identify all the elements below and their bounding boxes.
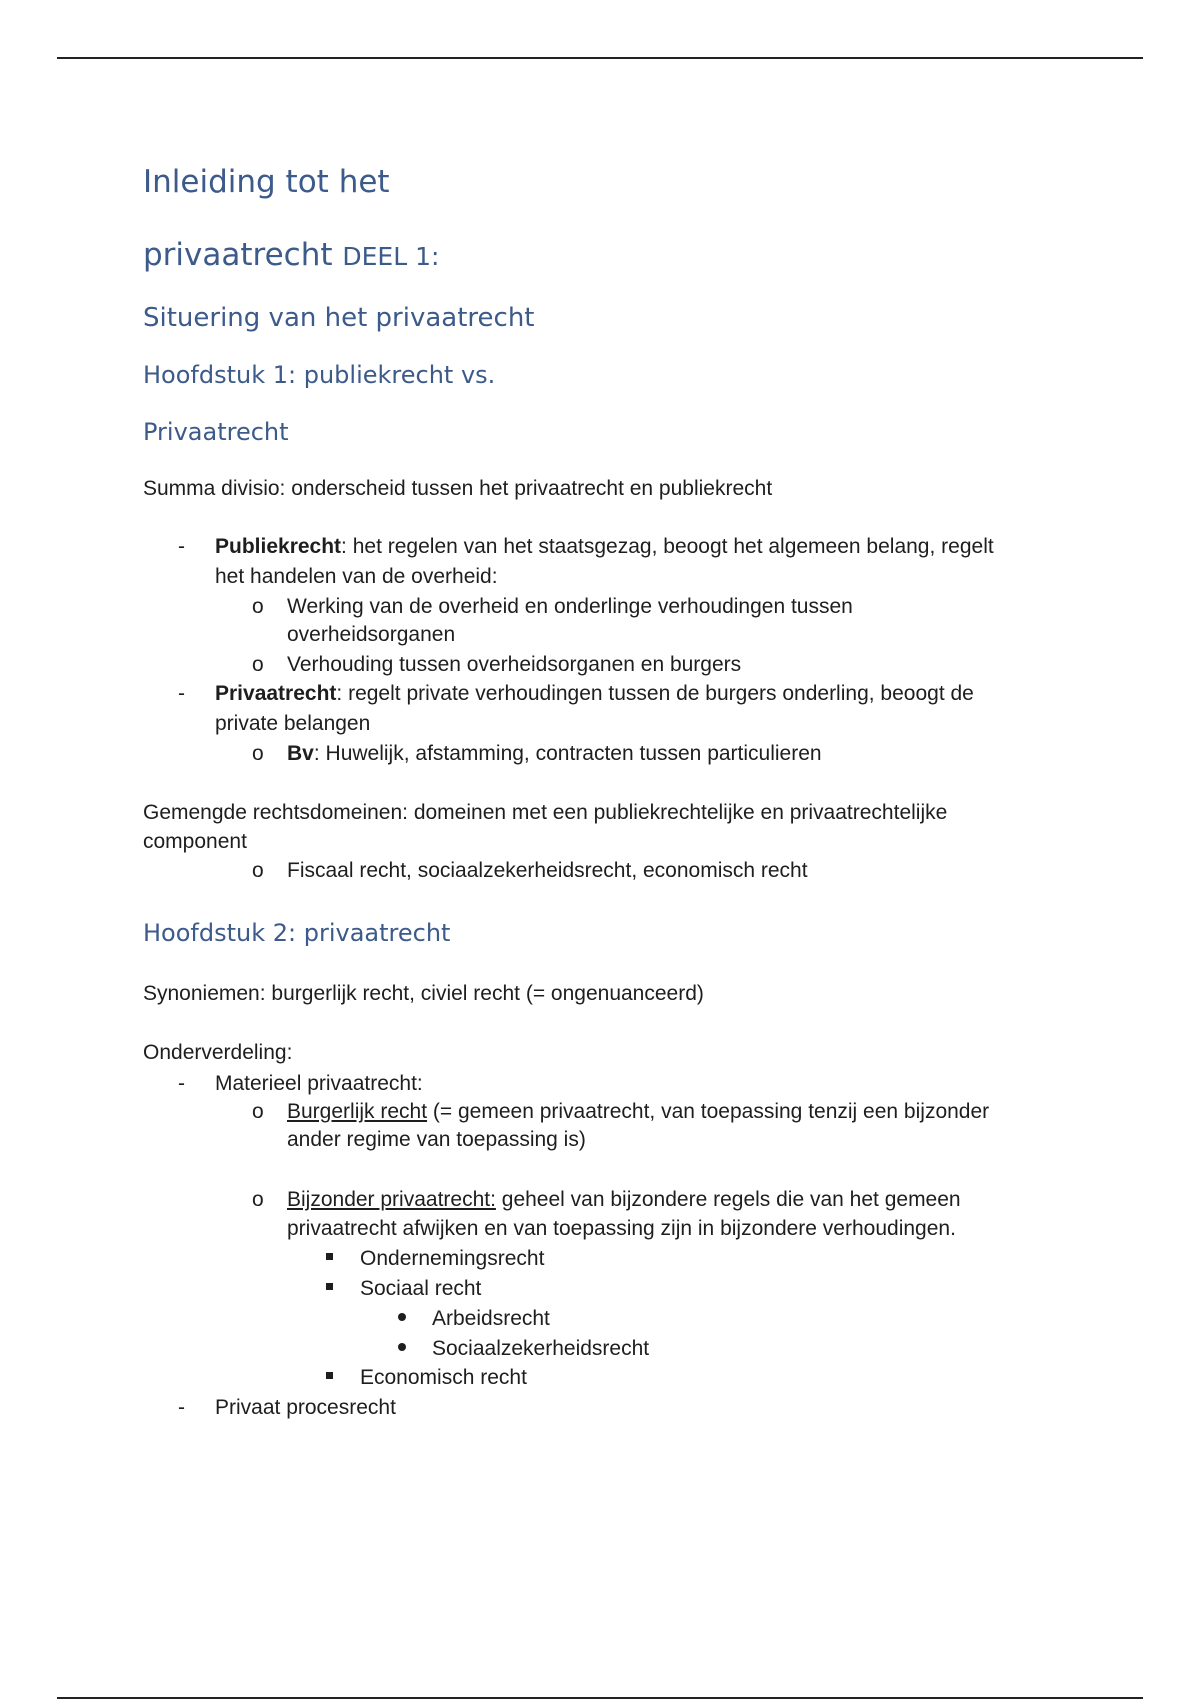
gemengde-line-2: component	[143, 830, 247, 853]
gemengde-line-1: Gemengde rechtsdomeinen: domeinen met een publiekrechtelijke en privaatrechtelijke	[143, 801, 948, 824]
privaatrecht-desc-1: : regelt private verhoudingen tussen de burgers onderling, beoogt de	[336, 682, 974, 705]
dash-marker: -	[178, 682, 185, 705]
privaatrecht-term: Privaatrecht	[215, 682, 337, 705]
privaatrecht-bv	[287, 741, 822, 767]
burgerlijk-desc-1: (= gemeen privaatrecht, van toepassing tenzij een bijzonder	[427, 1100, 990, 1123]
burgerlijk-line-2: ander regime van toepassing is)	[287, 1128, 586, 1151]
privaatrecht-line-1	[215, 681, 974, 707]
summa-divisio: Summa divisio: onderscheid tussen het privaatrecht en publiekrecht	[143, 477, 773, 500]
chapter-1-heading-line-1: Hoofdstuk 1: publiekrecht vs.	[143, 361, 496, 389]
burgerlijk-line-1	[287, 1099, 989, 1125]
square-bullet-icon	[326, 1283, 333, 1290]
gemengde-sub: Fiscaal recht, sociaalzekerheidsrecht, economisch recht	[287, 859, 808, 882]
subtitle: Situering van het privaatrecht	[143, 303, 535, 333]
dash-marker: -	[178, 1396, 185, 1419]
dash-marker: -	[178, 535, 185, 558]
bijzonder-line-2: privaatrecht afwijken en van toepassing zijn in bijzondere verhoudingen.	[287, 1217, 956, 1240]
privaatrecht-line-2: private belangen	[215, 712, 371, 735]
circle-marker: o	[252, 859, 264, 882]
title-line-2	[143, 237, 439, 273]
round-bullet-icon	[398, 1343, 406, 1351]
bv-term: Bv	[287, 742, 314, 765]
publiekrecht-line-2: het handelen van de overheid:	[215, 565, 498, 588]
bijzonder-line-1	[287, 1187, 961, 1213]
footer-rule	[57, 1697, 1143, 1699]
privaat-procesrecht: Privaat procesrecht	[215, 1396, 396, 1419]
title-line-1	[143, 164, 390, 200]
square-bullet-icon	[326, 1372, 333, 1379]
circle-marker: o	[252, 1188, 264, 1211]
title-line-2-main: privaatrecht	[143, 237, 333, 273]
sociaalzekerheidsrecht: Sociaalzekerheidsrecht	[432, 1337, 650, 1360]
round-bullet-icon	[398, 1313, 406, 1321]
publiekrecht-sub-1-line-2: overheidsorganen	[287, 623, 456, 646]
publiekrecht-term: Publiekrecht	[215, 535, 342, 558]
header-rule	[57, 57, 1143, 59]
bijzonder-privaatrecht-term: Bijzonder privaatrecht:	[287, 1188, 496, 1211]
chapter-1-heading-line-2: Privaatrecht	[143, 418, 289, 446]
circle-marker: o	[252, 742, 264, 765]
publiekrecht-sub-1-line-1: Werking van de overheid en onderlinge verhoudingen tussen	[287, 595, 853, 618]
burgerlijk-recht-term: Burgerlijk recht	[287, 1100, 428, 1123]
circle-marker: o	[252, 595, 264, 618]
onderverdeling: Onderverdeling:	[143, 1041, 293, 1064]
economisch-recht: Economisch recht	[360, 1366, 527, 1389]
materieel-privaatrecht: Materieel privaatrecht:	[215, 1072, 423, 1095]
arbeidsrecht: Arbeidsrecht	[432, 1307, 550, 1330]
chapter-2-heading: Hoofdstuk 2: privaatrecht	[143, 919, 451, 947]
title-line-1-text: Inleiding tot het	[143, 164, 390, 200]
publiekrecht-line-1	[215, 534, 994, 560]
square-bullet-icon	[326, 1253, 333, 1260]
publiekrecht-desc-1: : het regelen van het staatsgezag, beoogt het algemeen belang, regelt	[341, 535, 994, 558]
synoniemen: Synoniemen: burgerlijk recht, civiel recht (= ongenuanceerd)	[143, 982, 704, 1005]
sociaal-recht: Sociaal recht	[360, 1277, 482, 1300]
circle-marker: o	[252, 653, 264, 676]
bijzonder-desc-1: geheel van bijzondere regels die van het gemeen	[495, 1188, 961, 1211]
circle-marker: o	[252, 1100, 264, 1123]
ondernemingsrecht: Ondernemingsrecht	[360, 1247, 545, 1270]
dash-marker: -	[178, 1072, 185, 1095]
bv-text: : Huwelijk, afstamming, contracten tussen particulieren	[313, 742, 822, 765]
title-line-2-suffix: DEEL 1:	[342, 242, 440, 271]
publiekrecht-sub-2: Verhouding tussen overheidsorganen en burgers	[287, 653, 742, 676]
